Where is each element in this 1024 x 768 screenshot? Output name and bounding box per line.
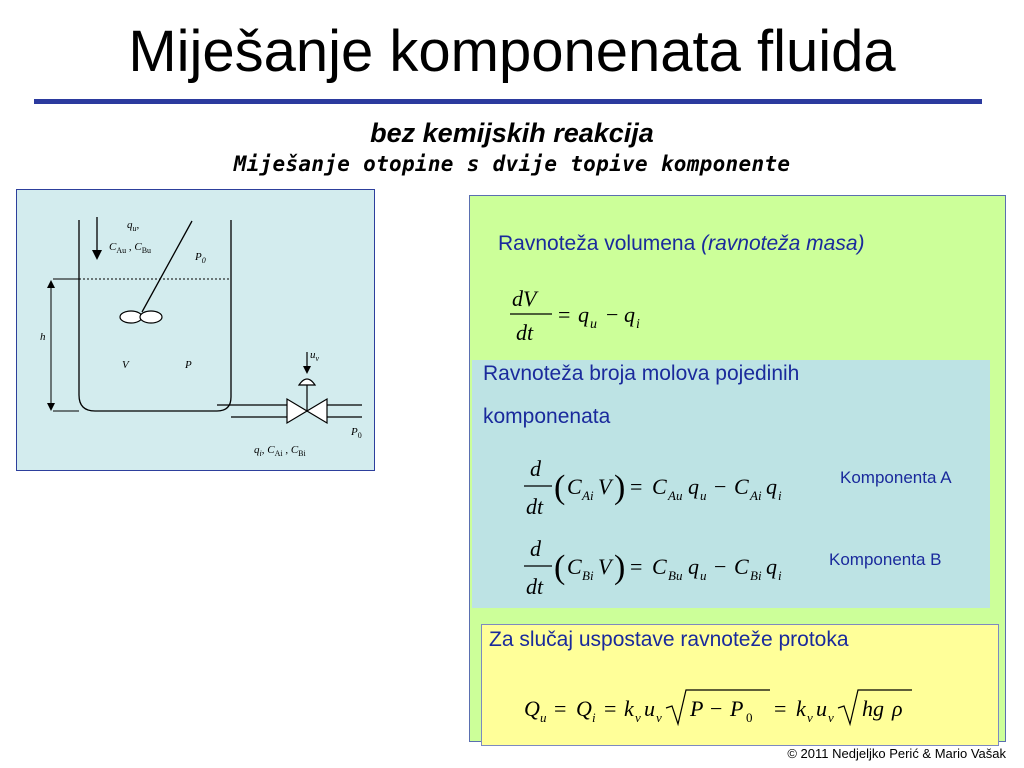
svg-text:v: v xyxy=(635,710,641,725)
svg-text:(: ( xyxy=(554,469,566,506)
svg-text:hg: hg xyxy=(862,696,884,721)
volume-balance-note: (ravnoteža masa) xyxy=(701,232,865,255)
svg-text:=: = xyxy=(630,554,643,579)
svg-text:u: u xyxy=(644,696,655,721)
svg-text:=: = xyxy=(558,302,571,327)
valve-signal-arrow xyxy=(303,366,311,374)
svg-text:V: V xyxy=(598,554,612,579)
svg-text:Ai: Ai xyxy=(750,488,762,503)
label-p0-top: $P_0$ xyxy=(195,251,206,265)
volume-balance-equation xyxy=(508,282,668,348)
mixer-shaft xyxy=(142,221,192,312)
svg-text:q: q xyxy=(624,302,635,327)
svg-text:0: 0 xyxy=(746,710,753,725)
flow-balance-heading: Za slučaj uspostave ravnoteže protoka xyxy=(489,628,849,651)
svg-text:d: d xyxy=(530,456,541,481)
component-a-equation xyxy=(522,454,812,522)
svg-text:(: ( xyxy=(554,549,566,586)
valve-right xyxy=(307,399,327,423)
svg-text:Q: Q xyxy=(524,696,540,721)
svg-text:−: − xyxy=(606,302,619,327)
svg-text:k: k xyxy=(624,696,634,721)
label-uv: $u_v$ xyxy=(310,349,320,363)
svg-text:u: u xyxy=(700,488,707,503)
svg-text:=: = xyxy=(604,696,617,721)
label-outlet: $q_i$, $C_{Ai}$ , $C_{Bi}$ xyxy=(254,444,306,458)
mixer-blade-right xyxy=(140,311,162,323)
valve-actuator xyxy=(299,379,315,385)
svg-text:P: P xyxy=(690,696,704,721)
svg-text:dV: dV xyxy=(512,286,537,311)
subtitle-secondary: Miješanje otopine s dvije topive komponente xyxy=(233,152,791,176)
svg-text:C: C xyxy=(567,474,582,499)
svg-text:V: V xyxy=(598,474,612,499)
tank-diagram xyxy=(16,189,375,471)
svg-text:v: v xyxy=(807,710,813,725)
svg-text:i: i xyxy=(592,710,596,725)
svg-text:C: C xyxy=(734,554,749,579)
svg-text:−: − xyxy=(714,554,727,579)
svg-text:): ) xyxy=(614,549,626,586)
copyright-notice: © 2011 Nedjeljko Perić & Mario Vašak xyxy=(787,746,1006,761)
svg-text:i: i xyxy=(636,317,640,332)
svg-text:dt: dt xyxy=(516,320,534,345)
svg-text:ρ: ρ xyxy=(892,696,903,721)
svg-text:q: q xyxy=(688,554,699,579)
svg-text:Q: Q xyxy=(576,696,592,721)
svg-text:Au: Au xyxy=(668,488,683,503)
component-a-label: Komponenta A xyxy=(840,468,952,487)
svg-text:C: C xyxy=(734,474,749,499)
svg-text:P: P xyxy=(730,696,744,721)
svg-text:Bi: Bi xyxy=(750,568,762,583)
subtitle: bez kemijskih reakcija xyxy=(370,118,654,148)
label-p: P xyxy=(185,359,192,371)
svg-text:=: = xyxy=(774,696,787,721)
mole-balance-heading: Ravnoteža broja molova pojedinih xyxy=(483,362,800,385)
label-p0-out: $P_0$ xyxy=(351,426,362,440)
page-title: Miješanje komponenata fluida xyxy=(128,19,896,84)
volume-balance-heading xyxy=(498,232,865,256)
label-qu: $q_u$, xyxy=(127,219,140,233)
svg-text:u: u xyxy=(816,696,827,721)
svg-text:dt: dt xyxy=(526,574,544,599)
component-b-label: Komponenta B xyxy=(829,550,942,569)
label-h: h xyxy=(40,331,46,343)
component-b-equation xyxy=(522,534,812,602)
svg-text:Bu: Bu xyxy=(668,568,683,583)
svg-text:q: q xyxy=(766,554,777,579)
svg-text:=: = xyxy=(554,696,567,721)
svg-text:v: v xyxy=(828,710,834,725)
svg-text:C: C xyxy=(567,554,582,579)
volume-balance-label: Ravnoteža volumena xyxy=(498,232,702,255)
svg-text:i: i xyxy=(778,568,782,583)
svg-text:−: − xyxy=(714,474,727,499)
svg-text:C: C xyxy=(652,554,667,579)
svg-text:u: u xyxy=(700,568,707,583)
svg-text:q: q xyxy=(766,474,777,499)
tank-diagram-svg xyxy=(17,190,376,472)
inlet-arrow-head xyxy=(92,250,102,260)
svg-text:Bi: Bi xyxy=(582,568,594,583)
flow-balance-equation xyxy=(520,684,920,734)
svg-text:−: − xyxy=(710,696,723,721)
mole-balance-heading-cont: komponenata xyxy=(483,405,611,428)
svg-text:=: = xyxy=(630,474,643,499)
svg-text:u: u xyxy=(540,710,547,725)
svg-text:u: u xyxy=(590,317,597,332)
svg-text:dt: dt xyxy=(526,494,544,519)
valve-left xyxy=(287,399,307,423)
svg-text:C: C xyxy=(652,474,667,499)
label-v: V xyxy=(122,359,129,371)
svg-text:q: q xyxy=(688,474,699,499)
svg-text:v: v xyxy=(656,710,662,725)
height-arrow-down xyxy=(47,403,55,411)
svg-text:q: q xyxy=(578,302,589,327)
title-divider xyxy=(34,99,982,104)
svg-text:d: d xyxy=(530,536,541,561)
mixer-blade-left xyxy=(120,311,142,323)
height-arrow-up xyxy=(47,280,55,288)
svg-text:): ) xyxy=(614,469,626,506)
svg-text:Ai: Ai xyxy=(582,488,594,503)
svg-text:i: i xyxy=(778,488,782,503)
label-cau-cbu: $C_{Au}$ , $C_{Bu}$ xyxy=(109,241,152,255)
svg-text:k: k xyxy=(796,696,806,721)
